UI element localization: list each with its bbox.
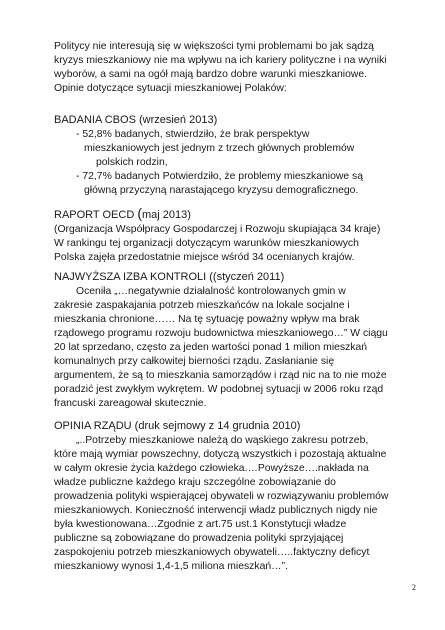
text-line: władze publiczne każdego kraju szczególne zobowiązanie do <box>54 477 336 488</box>
intro-paragraph <box>54 40 399 96</box>
section-heading: OPINIA RZĄDU (druk sejmowy z 14 grudnia 2010) <box>54 420 301 432</box>
text-line: 20 lat sprzedano, często za jeden wartości ponad 1 milion mieszkań <box>54 342 368 353</box>
text-line: mieszkaniowy wynosi 1,4-1,5 miliona mieszkań…”. <box>54 561 288 572</box>
text-line: wyborów, a sami na ogół mają bardzo dobre warunki mieszkaniowe. <box>54 69 368 80</box>
cbos-section <box>54 113 399 198</box>
section-heading: BADANIA CBOS (wrzesień 2013) <box>54 114 218 126</box>
page-number: 2 <box>412 583 416 592</box>
section-heading <box>54 206 399 223</box>
text-line: publiczne są zobowiązane do prowadzenia polityki sprzyjającej <box>54 533 344 544</box>
heading-paren: ( <box>137 205 143 221</box>
rzad-section <box>54 419 399 574</box>
text-line: prowadzenia polityki wspierającej obywateli w rozwiązywaniu problemów <box>54 491 389 502</box>
list-item-continuation: główną przyczyną narastającego kryzysu demograficznego. <box>84 185 359 196</box>
text-line: Oceniła „…negatywnie działalność kontrolowanych gmin w <box>76 286 346 297</box>
text-line: rządowego programu rozwoju budownictwa mieszkaniowego…” W ciągu <box>54 328 388 339</box>
text-line: Politycy nie interesują się w większości tymi problemami bo jak sądzą <box>54 41 374 52</box>
text-line: Opinie dotyczące sytuacji mieszkaniowej Polaków: <box>54 83 287 94</box>
text-line: mieszkania chronione…… Na tę sytuację poważny wpływ ma brak <box>54 314 360 325</box>
oecd-section <box>54 206 399 265</box>
text-line: „..Potrzeby mieszkaniowe należą do wąskiego zakresu potrzeb, <box>76 435 369 446</box>
text-line: mieszkaniowych. Konieczność interwencji władz publicznych nigdy nie <box>54 505 378 516</box>
text-line: komunalnych przy całkowitej bierności rządu. Zasłanianie się <box>54 356 335 367</box>
text-line: francuski zareagował skutecznie. <box>54 398 207 409</box>
text-line: argumentem, że są to mieszkania samorządów i rząd nic na to nie może <box>54 370 387 381</box>
text-line: zakresie zaspakajania potrzeb mieszkańców na lokale socjalne i <box>54 300 350 311</box>
text-line: zaspokojeniu potrzeb mieszkaniowych obywateli…..faktyczny deficyt <box>54 547 370 558</box>
list-item-continuation: polskich rodzin, <box>96 157 168 168</box>
text-line: które mają wymiar powszechny, dotyczą wszystkich i pozostają aktualne <box>54 449 387 460</box>
nik-section <box>54 270 399 411</box>
text-line: W rankingu tej organizacji dotyczącym warunków mieszkaniowych <box>54 238 359 249</box>
list-item: - 52,8% badanych, stwierdziło, że brak perspektyw <box>76 129 310 140</box>
text-line: (Organizacja Współpracy Gospodarczej i Rozwoju skupiająca 34 kraje) <box>54 224 381 235</box>
text-line: Polska zajęła przedostatnie miejsce wśród 34 ocenianych krajów. <box>54 252 355 263</box>
list-item-continuation: mieszkaniowych jest jednym z trzech głównych problemów <box>84 143 355 154</box>
text-line: była kwestionowana…Zgodnie z art.75 ust.1 Konstytucji władze <box>54 519 347 530</box>
text-line: w całym okresie życia każdego człowieka.…Powyższe….nakłada na <box>54 463 369 474</box>
text-line: poradzić jest zwykłym wykrętem. W podobnej sytuacji w 2006 roku rząd <box>54 384 384 395</box>
heading-date: maj 2013) <box>142 209 191 221</box>
list-item: - 72,7% badanych Potwierdziło, że problemy mieszkaniowe są <box>76 171 364 182</box>
section-heading: NAJWYŻSZA IZBA KONTROLI ((styczeń 2011) <box>54 271 285 283</box>
heading-text: RAPORT OECD <box>54 209 135 221</box>
text-line: kryzys mieszkaniowy nie ma wpływu na ich kariery polityczne i na wyniki <box>54 55 387 66</box>
